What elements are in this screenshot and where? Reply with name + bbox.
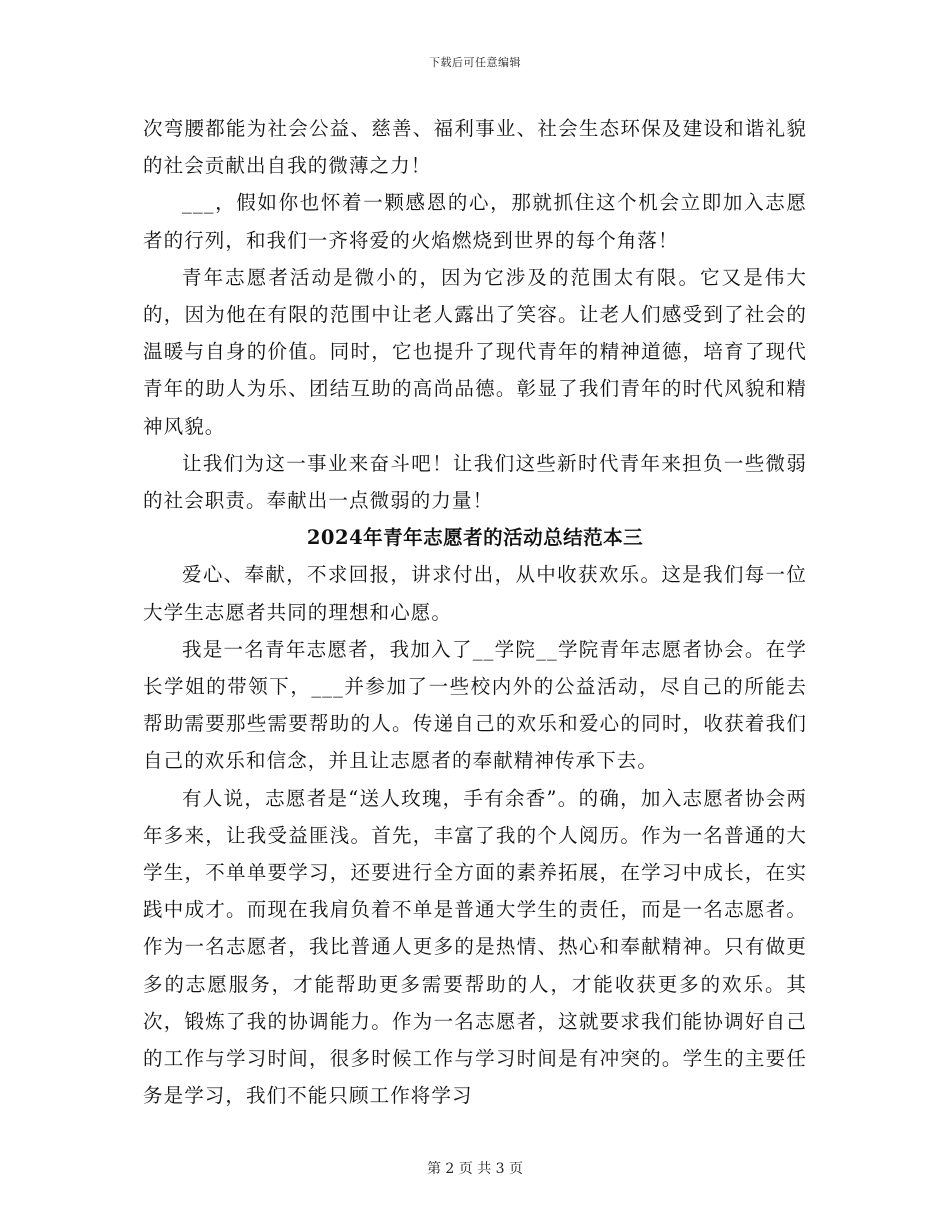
- document-body: [143, 110, 807, 1114]
- paragraph: 青年志愿者活动是微小的，因为它涉及的范围太有限。它又是伟大的，因为他在有限的范围中让老人露出了笑容。让老人们感受到了社会的温暖与自身的价值。同时，它也提升了现代青年的精神道德，培育了现代青年的助人为乐、团结互助的高尚品德。彰显了我们青年的时代风貌和精神风貌。: [143, 265, 807, 438]
- paragraph: 让我们为这一事业来奋斗吧！让我们这些新时代青年来担负一些微弱的社会职责。奉献出一点微弱的力量！: [143, 451, 807, 513]
- section-title: 2024年青年志愿者的活动总结范本三: [306, 526, 644, 550]
- paragraph-continuation: 次弯腰都能为社会公益、慈善、福利事业、社会生态环保及建设和谐礼貌的社会贡献出自我的微薄之力！: [143, 117, 807, 178]
- page-number: 第 2 页 共 3 页: [426, 1161, 524, 1177]
- paragraph: 爱心、奉献，不求回报，讲求付出，从中收获欢乐。这是我们每一位大学生志愿者共同的理想和心愿。: [143, 563, 807, 624]
- paragraph: ___，假如你也怀着一颗感恩的心，那就抓住这个机会立即加入志愿者的行列，和我们一齐将爱的火焰燃烧到世界的每个角落！: [143, 191, 807, 252]
- paragraph: 有人说，志愿者是“送人玫瑰，手有余香”。的确，加入志愿者协会两年多来，让我受益匪浅。首先，丰富了我的个人阅历。作为一名普通的大学生，不单单要学习，还要进行全方面的素养拓展，在学习中成长，在实践中成才。而现在我肩负着不单是普通大学生的责任，而是一名志愿者。作为一名志愿者，我比普通人更多的是热情、热心和奉献精神。只有做更多的志愿服务，才能帮助更多需要帮助的人，才能收获更多的欢乐。其次，锻炼了我的协调能力。作为一名志愿者，这就要求我们能协调好自己的工作与学习时间，很多时候工作与学习时间是有冲突的。学生的主要任务是学习，我们不能只顾工作将学习: [143, 786, 807, 1108]
- page-header: 下载后可任意编辑: [429, 56, 521, 69]
- paragraph: 我是一名青年志愿者，我加入了__学院__学院青年志愿者协会。在学长学姐的带领下，___并参加了一些校内外的公益活动，尽自己的所能去帮助需要那些需要帮助的人。传递自己的欢乐和爱心的同时，收获着我们自己的欢乐和信念，并且让志愿者的奉献精神传承下去。: [143, 637, 807, 773]
